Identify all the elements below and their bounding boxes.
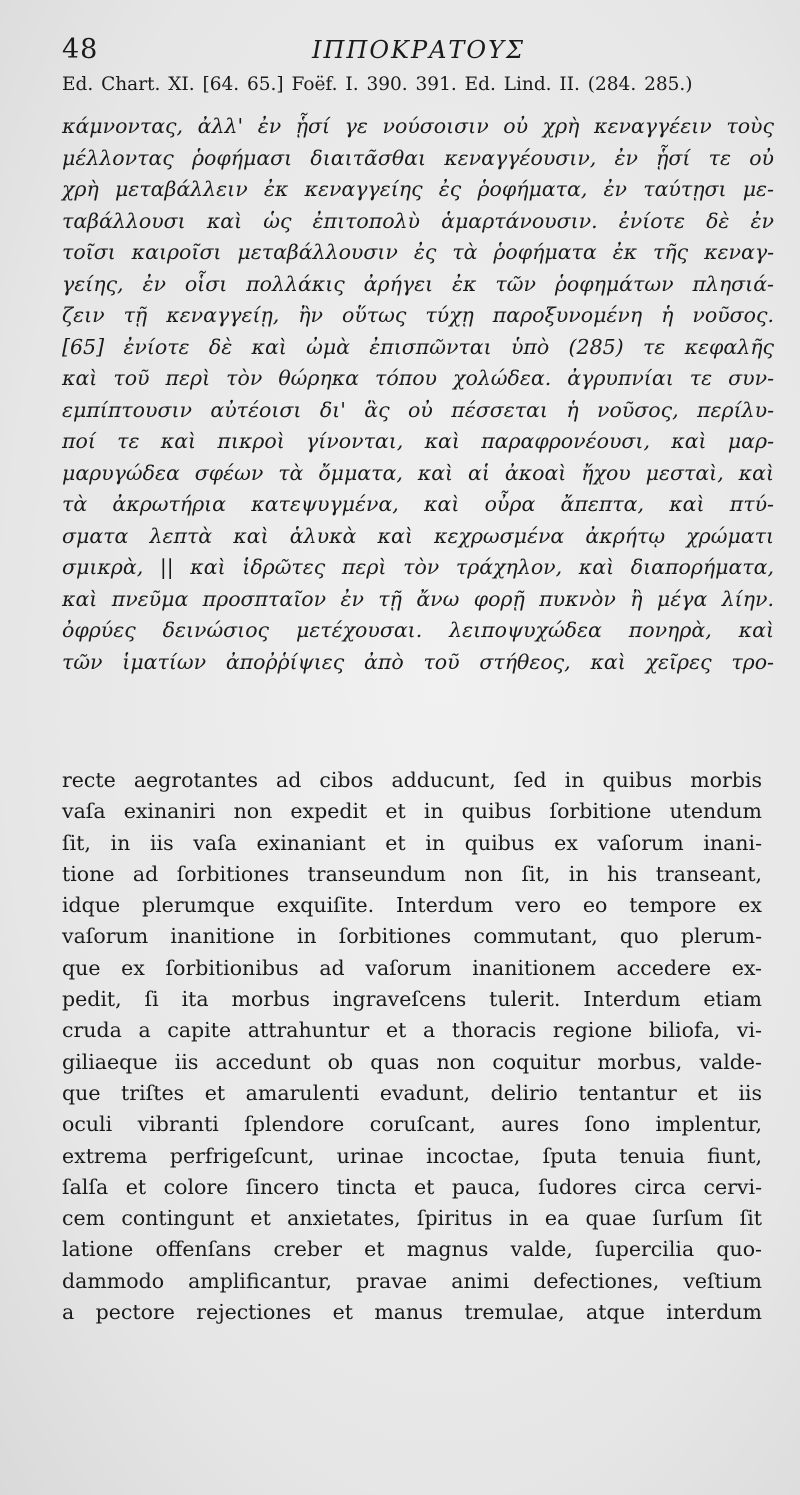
latin-line: tione ad ſorbitiones transeundum non ſit, in his transeant, bbox=[62, 861, 762, 886]
latin-line: recte aegrotantes ad cibos adducunt, ſed in quibus morbis bbox=[62, 768, 762, 792]
greek-line: καὶ τοῦ περὶ τὸν θώρηκα τόπου χολώδεα. ἀγρυπνίαι τε συν- bbox=[62, 366, 774, 390]
latin-line: vaſorum inanitione in ſorbitiones commutant, quo plerum- bbox=[62, 924, 762, 949]
edition-reference-line: Ed. Chart. XI. [64. 65.] Foëf. I. 390. 391. Ed. Lind. II. (284. 285.) bbox=[62, 74, 693, 95]
latin-line: extrema perfrigeſcunt, urinae incoctae, ſputa tenuia fiunt, bbox=[62, 1143, 762, 1168]
greek-line: καὶ πνεῦμα προσπταῖον ἐν τῇ ἄνω φορῇ πυκνὸν ἢ μέγα λίην. bbox=[62, 586, 774, 611]
greek-text-block bbox=[62, 111, 774, 678]
latin-translation-block bbox=[62, 765, 762, 1328]
latin-line: vaſa exinaniri non expedit et in quibus ſorbitione utendum bbox=[62, 799, 762, 824]
greek-line: χρὴ μεταβάλλειν ἐκ κεναγγείης ἐς ῥοφήματα, ἐν ταύτῃσι με- bbox=[62, 177, 774, 201]
greek-line: κάμνοντας, ἀλλ' ἐν ᾗσί γε νούσοισιν οὐ χρὴ κεναγγέειν τοὺς bbox=[62, 114, 774, 138]
latin-line: cruda a capite attrahuntur et a thoracis regione biliofa, vi- bbox=[62, 1018, 762, 1043]
greek-line: σματα λεπτὰ καὶ ἁλυκὰ καὶ κεχρωσμένα ἀκρήτῳ χρώματι bbox=[62, 523, 774, 548]
latin-line: que ex ſorbitionibus ad vaſorum inanitionem accedere ex- bbox=[62, 955, 762, 980]
latin-line: pedit, ſi ita morbus ingraveſcens tulerit. Interdum etiam bbox=[62, 987, 762, 1012]
greek-line: τὰ ἀκρωτήρια κατεψυγμένα, καὶ οὖρα ἄπεπτα, καὶ πτύ- bbox=[62, 492, 774, 516]
latin-line: que triſtes et amarulenti evadunt, delirio tentantur et iis bbox=[62, 1080, 762, 1105]
greek-line: εμπίπτουσιν αὐτέοισι δι' ἃς οὐ πέσσεται ἡ νοῦσος, περίλυ- bbox=[62, 397, 774, 422]
latin-line: idque plerumque exquiſite. Interdum vero eo tempore ex bbox=[62, 893, 762, 918]
greek-line: ταβάλλουσι καὶ ὡς ἐπιτοπολὺ ἁμαρτάνουσιν. ἐνίοτε δὲ ἐν bbox=[62, 208, 774, 233]
greek-line: μέλλοντας ῥοφήμασι διαιτᾶσθαι κεναγγέουσιν, ἐν ᾗσί τε οὐ bbox=[62, 145, 774, 170]
greek-line: τοῖσι καιροῖσι μεταβάλλουσιν ἐς τὰ ῥοφήματα ἐκ τῆς κεναγ- bbox=[62, 240, 774, 264]
greek-line: ὀφρύες δεινώσιος μετέχουσαι. λειποψυχώδεα πονηρὰ, καὶ bbox=[62, 618, 774, 642]
greek-line: ζειν τῇ κεναγγείῃ, ἢν οὕτως τύχῃ παροξυνομένη ἡ νοῦσος. bbox=[62, 303, 774, 327]
greek-line: γείης, ἐν οἷσι πολλάκις ἀρήγει ἐκ τῶν ῥοφημάτων πλησιά- bbox=[62, 271, 774, 296]
greek-line: [65] ἐνίοτε δὲ καὶ ὠμὰ ἐπισπῶνται ὑπὸ (285) τε κεφαλῆς bbox=[62, 334, 774, 359]
greek-line: ποί τε καὶ πικροὶ γίνονται, καὶ παραφρονέουσι, καὶ μαρ- bbox=[62, 429, 774, 453]
latin-line: a pectore rejectiones et manus tremulae, atque interdum bbox=[62, 1300, 762, 1325]
greek-line: μαρυγώδεα σφέων τὰ ὄμματα, καὶ αἱ ἀκοαὶ ἤχου μεσταὶ, καὶ bbox=[62, 460, 774, 485]
greek-line: τῶν ἱματίων ἀποῤῥίψιες ἀπὸ τοῦ στήθεος, καὶ χεῖρες τρο- bbox=[62, 649, 774, 674]
greek-line: σμικρὰ, || καὶ ἱδρῶτες περὶ τὸν τράχηλον, καὶ διαπορήματα, bbox=[62, 555, 774, 579]
page-header bbox=[62, 30, 762, 66]
latin-line: latione offenſans creber et magnus valde, ſupercilia quo- bbox=[62, 1237, 762, 1262]
latin-line: ſalſa et colore ſincero tincta et pauca, ſudores circa cervi- bbox=[62, 1174, 762, 1199]
running-title: ΙΠΠΟΚΡΑΤΟΥΣ bbox=[312, 36, 525, 64]
page-number: 48 bbox=[62, 34, 99, 65]
latin-line: oculi vibranti ſplendore coruſcant, aures ſono implentur, bbox=[62, 1112, 762, 1137]
latin-line: dammodo amplificantur, pravae animi defectiones, veſtium bbox=[62, 1268, 762, 1293]
latin-line: ſit, in iis vaſa exinaniant et in quibus ex vaſorum inani- bbox=[62, 830, 762, 855]
latin-line: giliaeque iis accedunt ob quas non coquitur morbus, valde- bbox=[62, 1049, 762, 1074]
latin-line: cem contingunt et anxietates, ſpiritus in ea quae ſurſum ſit bbox=[62, 1206, 762, 1231]
